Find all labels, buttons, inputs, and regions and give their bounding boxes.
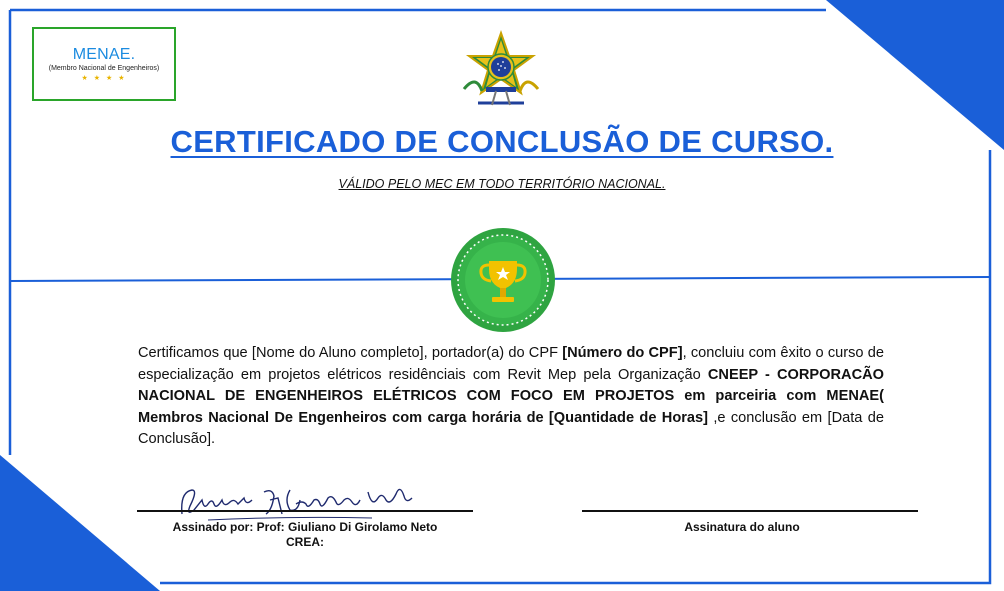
body-text-intro: Certificamos que [Nome do Aluno completo], portador(a) do CPF (138, 345, 563, 361)
certificate-subtitle: VÁLIDO PELO MEC EM TODO TERRITÓRIO NACIONAL. (338, 177, 666, 191)
trophy-medal-icon (450, 227, 556, 333)
student-signature-caption: Assinatura do aluno (684, 520, 800, 534)
student-signature-line (582, 510, 918, 512)
logo-subtitle: (Membro Nacional de Engenheiros) (48, 65, 160, 72)
teacher-signature-name: Assinado por: Prof: Giuliano Di Girolamo Neto (172, 520, 438, 534)
body-text-cpf: [Número do CPF] (562, 345, 683, 361)
teacher-crea: CREA: (286, 535, 324, 549)
certificate-title: CERTIFICADO DE CONCLUSÃO DE CURSO. (170, 124, 834, 159)
certificate-body-text (138, 343, 884, 451)
logo-stars: ★ ★ ★ ★ (81, 75, 127, 82)
brazil-coat-of-arms-icon (456, 29, 546, 115)
logo-name: MENAE. (72, 46, 136, 63)
teacher-signature-caption (137, 520, 473, 550)
body-text-organization: CNEEP - CORPORACÃO NACIONAL DE ENGENHEIROS ELÉTRICOS COM FOCO EM PROJETOS em parceiria com MENAE( Membros Nacional De Engenheiros com carga horária de [Quantidade de Horas] (138, 366, 884, 426)
corner-triangle-bottom-left (0, 455, 160, 591)
body-text-end: ,e conclusão em [Data de Conclusão]. (138, 409, 884, 447)
menae-logo (32, 27, 176, 101)
handwritten-signature (172, 470, 422, 526)
body-text-middle: , concluiu com êxito o curso de especialização em projetos elétricos residênciais com Revit Mep pela Organização (138, 345, 884, 383)
teacher-signature-line (137, 510, 473, 512)
